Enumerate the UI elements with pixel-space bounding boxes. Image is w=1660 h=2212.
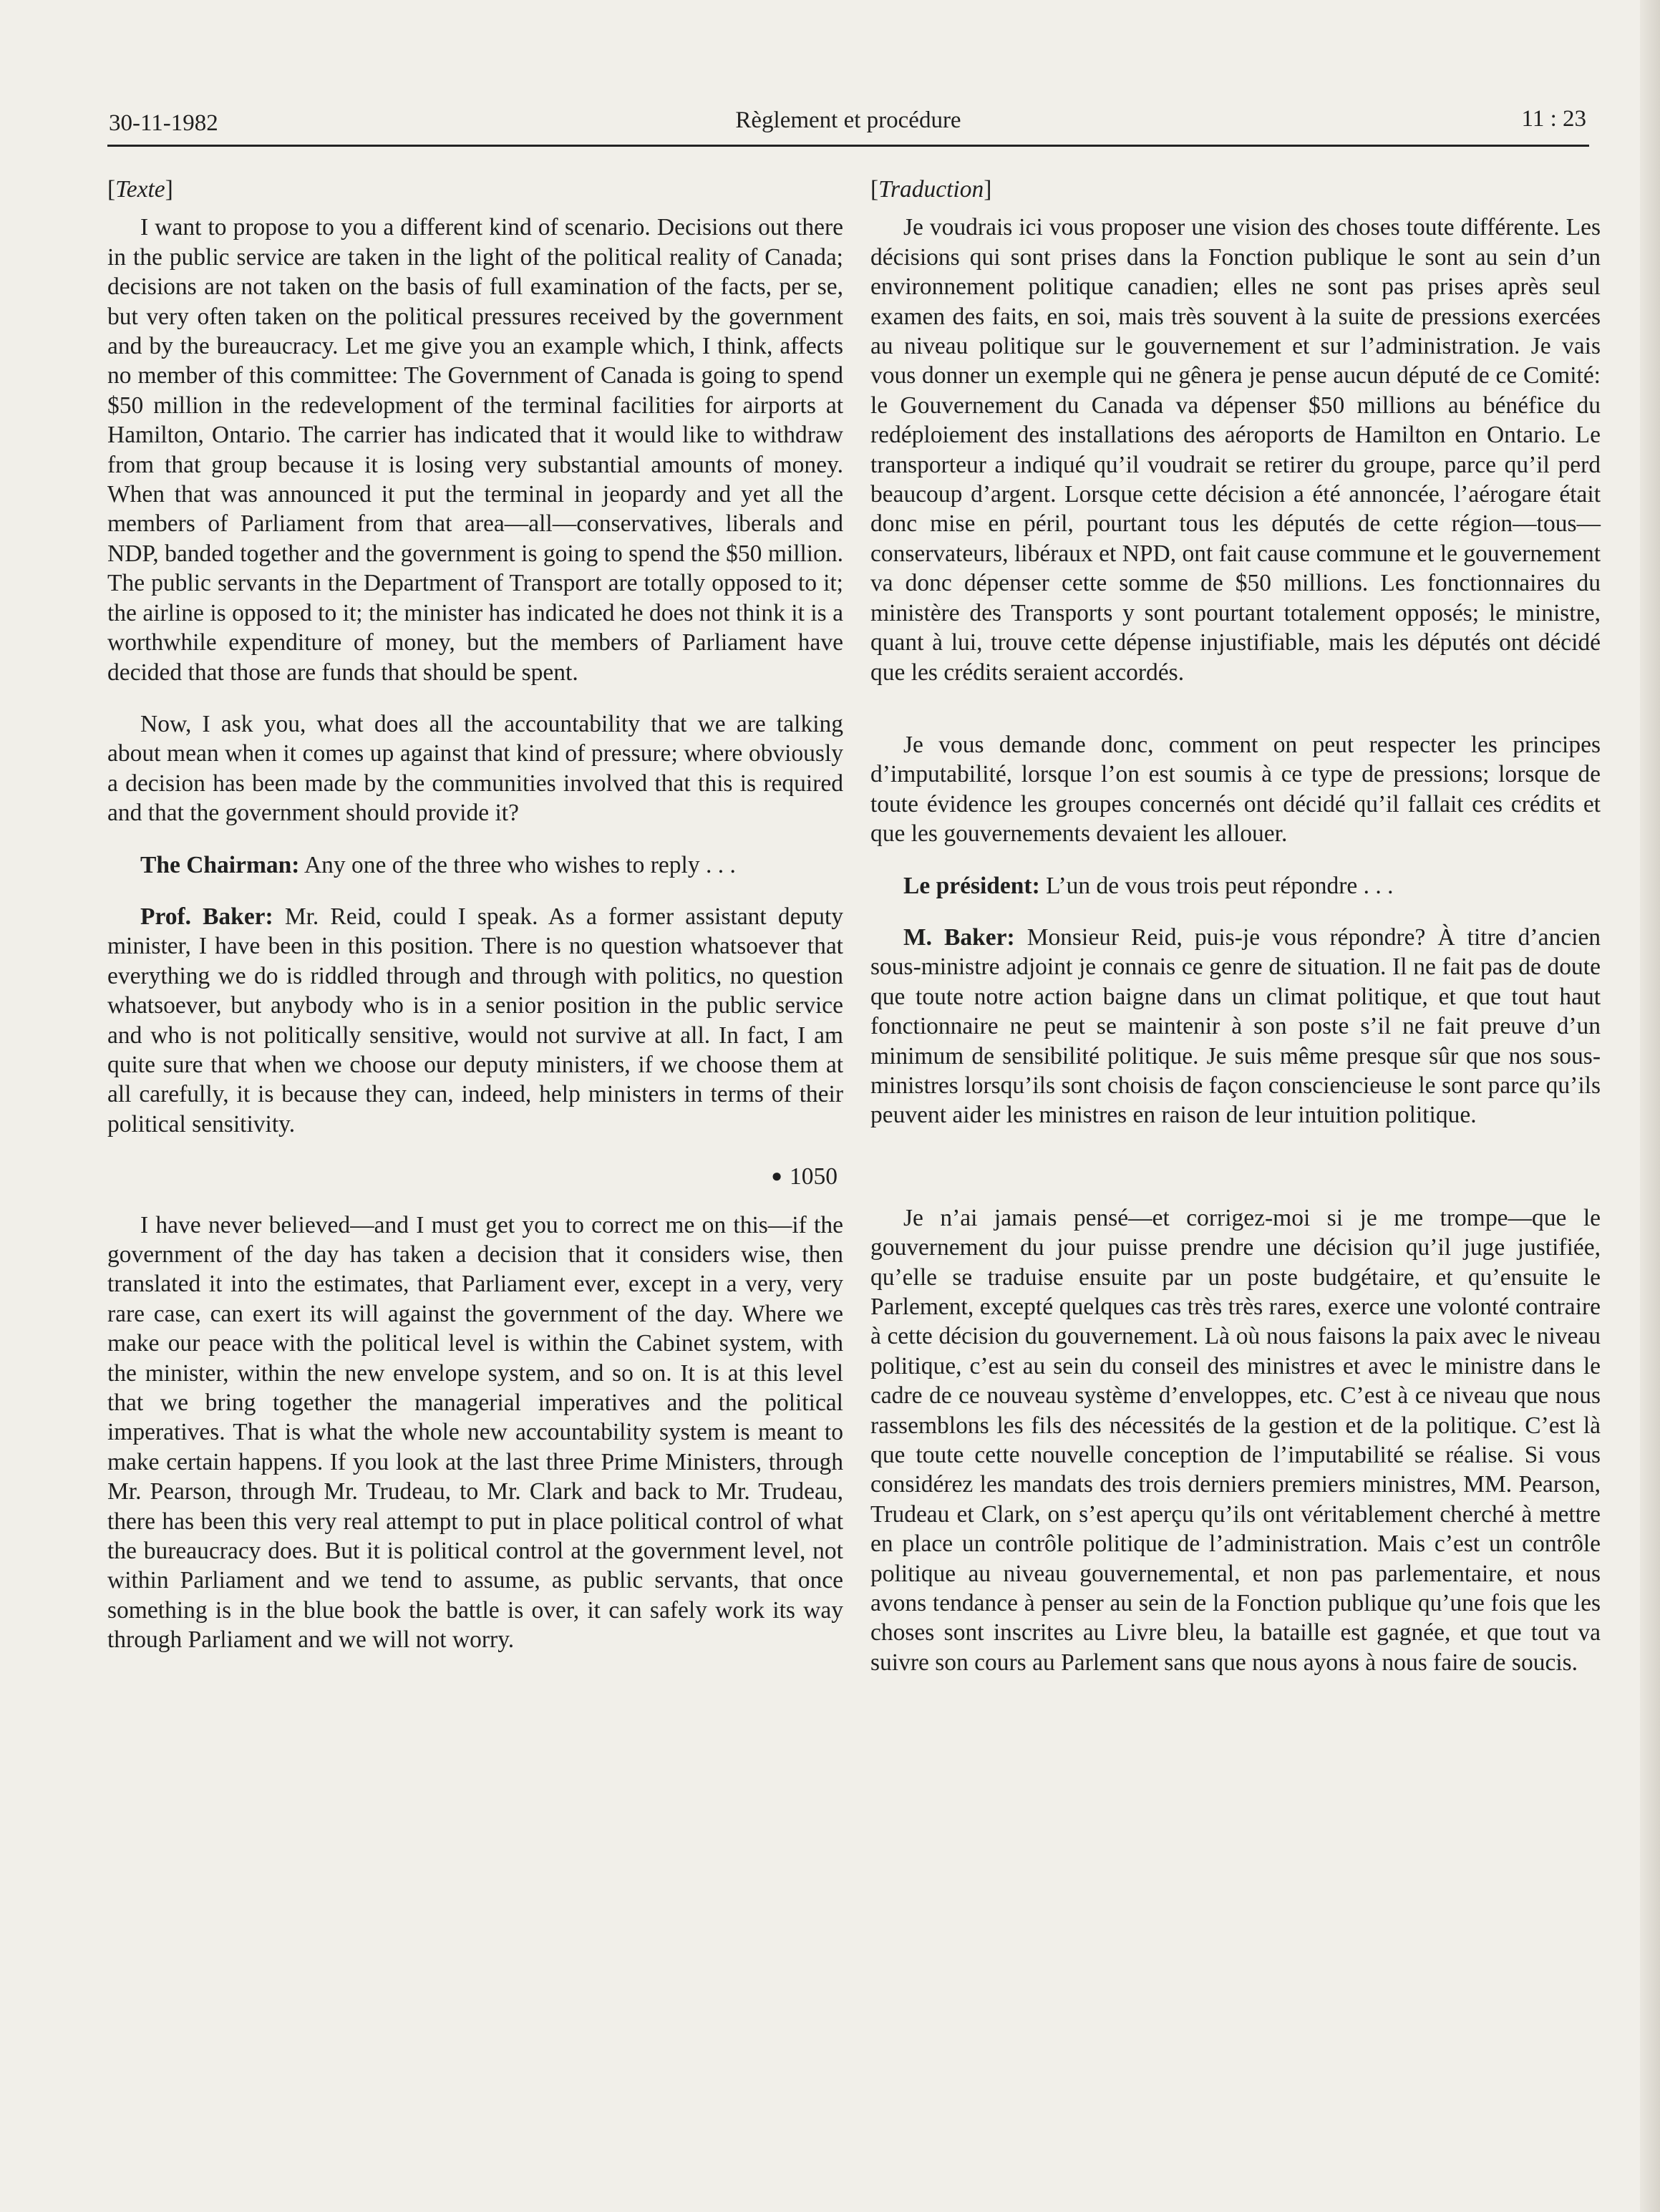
speaker-name: Le président:: [903, 872, 1040, 899]
header-title: Règlement et procédure: [735, 107, 961, 133]
paragraph-scenario: I want to propose to you a different kind of scenario. Decisions out there in the public service are taken in the light of the political reality of Canada; decisions are not taken on the basis of full examination of the facts, per se, but very often taken on the political pressures received by the government and by the bureaucracy. Let me give you an example which, I think, affects no member of this committee: The Government of Canada is going to spend $50 million in the redevelopment of the terminal facilities for airports at Hamilton, Ontario. The carrier has indicated that it would like to withdraw from that group because it is losing very substantial amounts of money. When that was announced it put the terminal in jeopardy and yet all the members of Parliament from that area—all—conservatives, liberals and NDP, banded together and the government is going to spend the $50 million. The public servants in the Department of Transport are totally opposed to it; the airline is opposed to it; the minister has indicated he does not think it is a worthwhile expenditure of money, but the members of Parliament have decided that those are funds that should be spent.: [107, 214, 843, 686]
time-marker-text: 1050: [790, 1163, 838, 1190]
paragraph-chairman: [107, 850, 843, 880]
english-column: [107, 175, 843, 1655]
paragraph-baker: [107, 902, 843, 1139]
speaker-name: The Chairman:: [140, 851, 300, 878]
paragraph-accountability: I have never believed—and I must get you to correct me on this—if the government of the day has taken a decision that it considers wise, then translated it into the estimates, that Parliament ever, except in a very, very rare case, can exert its will against the government of the day. Where we make our peace with the political level is within the Cabinet system, with the minister, within the new envelope system, and so on. It is at this level that we bring together the managerial imperatives and the political imperatives. That is what the whole new accountability system is meant to make certain happens. If you look at the last three Prime Ministers, through Mr. Pearson, through Mr. Trudeau, to Mr. Clark and back to Mr. Trudeau, there has been this very real attempt to put in place political control of what the bureaucracy does. But it is political control at the government level, not within Parliament and we tend to assume, as public servants, that once something is in the blue book the battle is over, it can safely work its way through Parliament and we will not worry.: [107, 1211, 843, 1654]
header-date: 30-11-1982: [109, 110, 218, 136]
label-text: Texte: [115, 176, 165, 203]
speaker-name: Prof. Baker:: [140, 903, 273, 930]
speech-text: Mr. Reid, could I speak. As a former assistant deputy minister, I have been in this position. There is no question whatsoever that everything we do is riddled through and through with politics, no question whatsoever, but anybody who is in a senior position in the public service and who is not politically sensitive, would not survive at all. In fact, I am quite sure that when we choose our deputy ministers, if we choose them at all carefully, it is because they can, indeed, help ministers in terms of their political sensitivity.: [107, 903, 844, 1137]
paragraph-question: Je vous demande donc, comment on peut respecter les principes d’imputabilité, lorsque l’on est soumis à ce type de pressions; lorsque de toute évidence les groupes concernés ont décidé qu’il fallait ces crédits et que les gouvernements devaient les allouer.: [870, 731, 1601, 848]
paragraph-question: Now, I ask you, what does all the accountability that we are talking about mean when it comes up against that kind of pressure; where obviously a decision has been made by the communities involved that this is required and that the government should provide it?: [107, 710, 843, 827]
column-label: [Texte]: [107, 176, 173, 203]
paragraph-scenario: Je voudrais ici vous proposer une vision des choses toute différente. Les décisions qui sont prises dans la Fonction publique le sont au sein d’un environnement politique canadien; elles ne sont pas prises après seul examen des faits, en soi, mais très souvent à la suite de pressions exercées au niveau politique sur le gouvernement et sur l’administration. Je vais vous donner un exemple qui ne gênera je pense aucun député de ce Comité: le Gouvernement du Canada va dépenser $50 millions au bénéfice du redéploiement des installations des aéroports de Hamilton en Ontario. Le transporteur a indiqué qu’il voudrait se retirer du groupe, parce qu’il perd beaucoup d’argent. Lorsque cette décision a été annoncée, l’aérogare était donc mise en péril, pourtant tous les députés de cette région—tous—conservateurs, libéraux et NPD, ont fait cause commune et le gouvernement va donc dépenser cette somme de $50 millions. Les fonctionnaires du ministère des Transports y sont pourtant totalement opposés; le ministre, quant à lui, trouve cette dépense injustifiable, mais les députés ont décidé que les crédits seraient accordés.: [870, 214, 1601, 686]
paragraph-chairman: [870, 871, 1601, 901]
bullet-icon: ●: [771, 1165, 782, 1187]
page-edge: [1640, 0, 1660, 2212]
speech-text: Any one of the three who wishes to reply . . .: [304, 851, 736, 878]
time-marker: [107, 1161, 843, 1191]
speech-text: L’un de vous trois peut répondre . . .: [1046, 872, 1394, 899]
french-column: [870, 175, 1601, 1677]
page-number: 11 : 23: [1521, 106, 1586, 132]
speaker-name: M. Baker:: [903, 923, 1015, 951]
paragraph-baker: [870, 923, 1601, 1130]
column-gap: [870, 1130, 1601, 1203]
paragraph-accountability: Je n’ai jamais pensé—et corrigez-moi si je me trompe—que le gouvernement du jour puisse prendre une décision qu’il juge justifiée, qu’elle se traduise ensuite par un poste budgétaire, et qu’ensuite le Parlement, excepté quelques cas très très rares, exerce une volonté contraire à cette décision du gouvernement. Là où nous faisons la paix avec le niveau politique, c’est au sein du conseil des ministres et avec le ministre dans le cadre de ce nouveau système d’enveloppes, etc. C’est à ce niveau que nous rassemblons les fils des nécessités de la gestion et de la politique. C’est là que toute cette nouvelle conception de l’imputabilité se réalise. Si vous considérez les mandats des trois derniers premiers ministres, MM. Pearson, Trudeau et Clark, on s’est aperçu qu’ils ont véritablement cherché à mettre en place un contrôle politique de l’administration. Mais c’est un contrôle politique au niveau gouvernemental, et non pas parlementaire, et nous avons tendance à penser au sein de la Fonction publique qu’une fois que les choses sont inscrites au Livre bleu, la bataille est gagnée, et que tout va suivre son cours au Parlement sans que nous ayons à nous faire de soucis.: [870, 1204, 1601, 1676]
column-label: [Traduction]: [870, 176, 992, 203]
speech-text: Monsieur Reid, puis-je vous répondre? À titre d’ancien sous-ministre adjoint je connais ce genre de situation. Il ne fait pas de doute que toute notre action baigne dans un climat politique, et que tout haut fonctionnaire ne peut se maintenir à son poste s’il ne fait preuve d’un minimum de sensibilité politique. Je suis même presque sûr que nos sous-ministres lorsqu’ils sont choisis de façon consciencieuse le sont parce qu’ils peuvent aider les ministres en raison de leur intuition politique.: [870, 923, 1601, 1129]
running-header: [107, 105, 1589, 147]
label-text: Traduction: [878, 176, 984, 203]
